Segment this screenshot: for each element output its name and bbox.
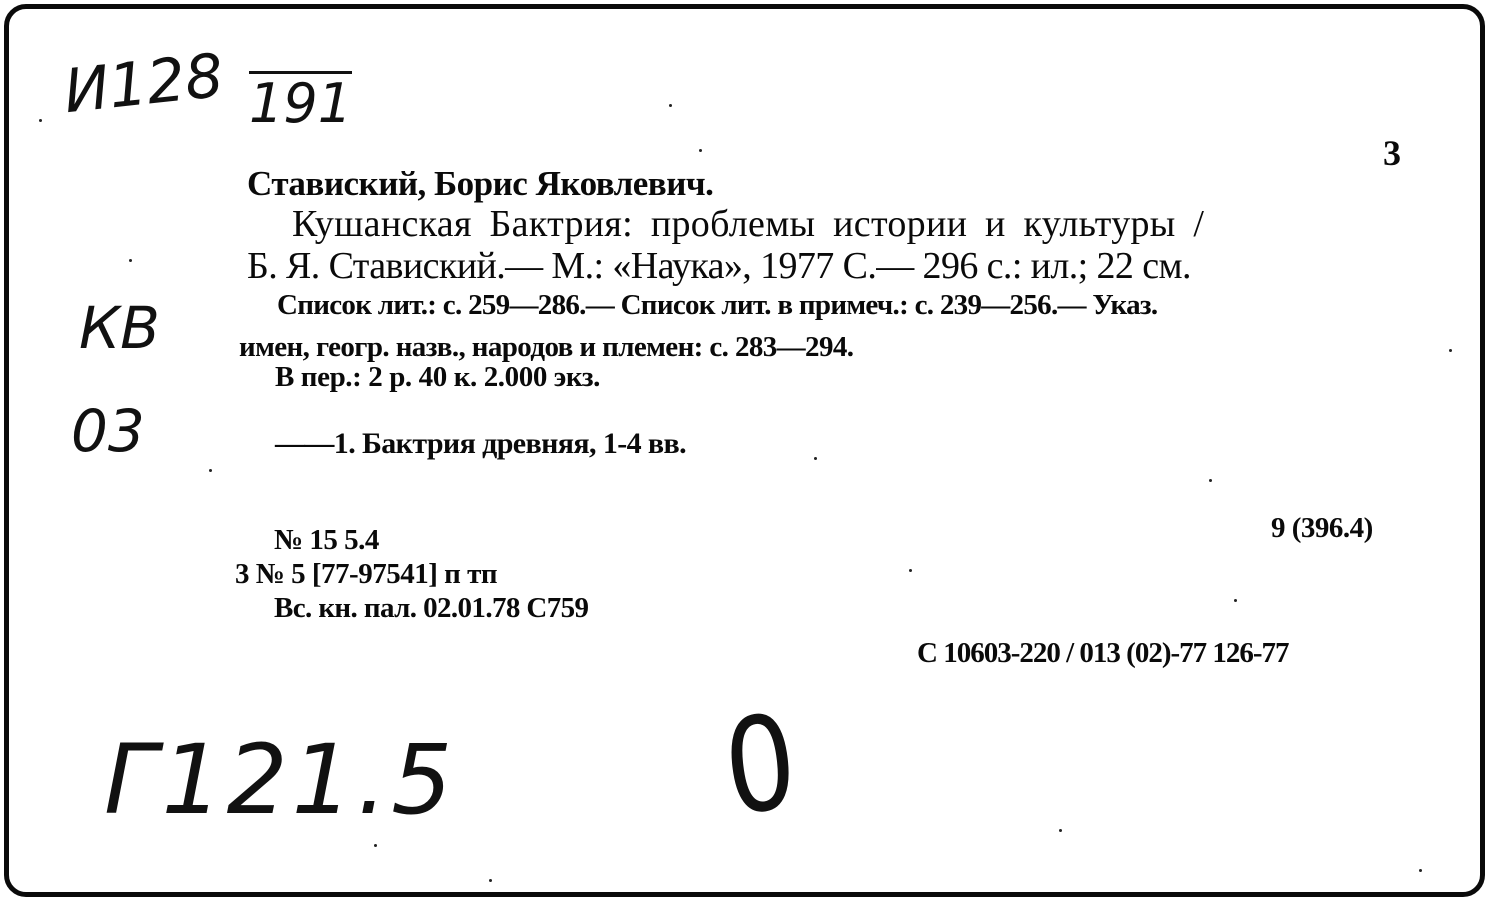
scan-speck bbox=[1209, 479, 1212, 482]
registry-line-3: Вс. кн. пал. 02.01.78 С759 bbox=[274, 592, 589, 624]
scan-speck bbox=[909, 569, 912, 572]
handwritten-mark-kb: КВ bbox=[79, 294, 160, 362]
scan-speck bbox=[129, 259, 132, 262]
handwritten-mark-03: 03 bbox=[71, 397, 145, 465]
index-code: С 10603-220 / 013 (02)-77 126-77 bbox=[917, 637, 1289, 669]
subject-heading: ——1. Бактрия древняя, 1-4 вв. bbox=[275, 427, 687, 460]
scan-speck bbox=[209, 469, 212, 472]
registry-line-1: № 15 5.4 bbox=[274, 524, 379, 556]
scan-speck bbox=[39, 119, 42, 122]
scan-speck bbox=[489, 879, 492, 882]
handwritten-bottom-code: Г121.5 bbox=[104, 724, 457, 836]
scan-speck bbox=[699, 149, 702, 152]
corner-number: 3 bbox=[1383, 133, 1401, 173]
scan-speck bbox=[374, 844, 377, 847]
scan-speck bbox=[814, 457, 817, 460]
title-line-1: Кушанская Бактрия: проблемы истории и культуры / bbox=[292, 203, 1205, 245]
author-heading: Ставиский, Борис Яковлевич. bbox=[247, 164, 714, 203]
notes-line-1: Список лит.: с. 259—286.— Список лит. в примеч.: с. 239—256.— Указ. bbox=[277, 289, 1158, 321]
notes-line-2: имен, геогр. назв., народов и племен: с. 283—294. bbox=[239, 331, 854, 363]
scan-speck bbox=[1234, 599, 1237, 602]
classification-number: 9 (396.4) bbox=[1271, 512, 1373, 544]
catalog-card bbox=[4, 4, 1485, 897]
registry-line-2: 3 № 5 [77-97541] п тп bbox=[235, 558, 498, 590]
scan-speck bbox=[1059, 829, 1062, 832]
handwritten-code-fraction: 191 bbox=[249, 72, 353, 135]
handwritten-code-top: И128 bbox=[60, 40, 227, 128]
title-line-2: Б. Я. Ставиский.— М.: «Наука», 1977 С.— 296 с.: ил.; 22 см. bbox=[247, 245, 1191, 287]
scan-speck bbox=[1419, 869, 1422, 872]
handwritten-bottom-mark: 0 bbox=[716, 683, 805, 847]
scan-speck bbox=[1449, 349, 1452, 352]
scan-speck bbox=[669, 104, 672, 107]
price-line: В пер.: 2 р. 40 к. 2.000 экз. bbox=[275, 361, 600, 393]
